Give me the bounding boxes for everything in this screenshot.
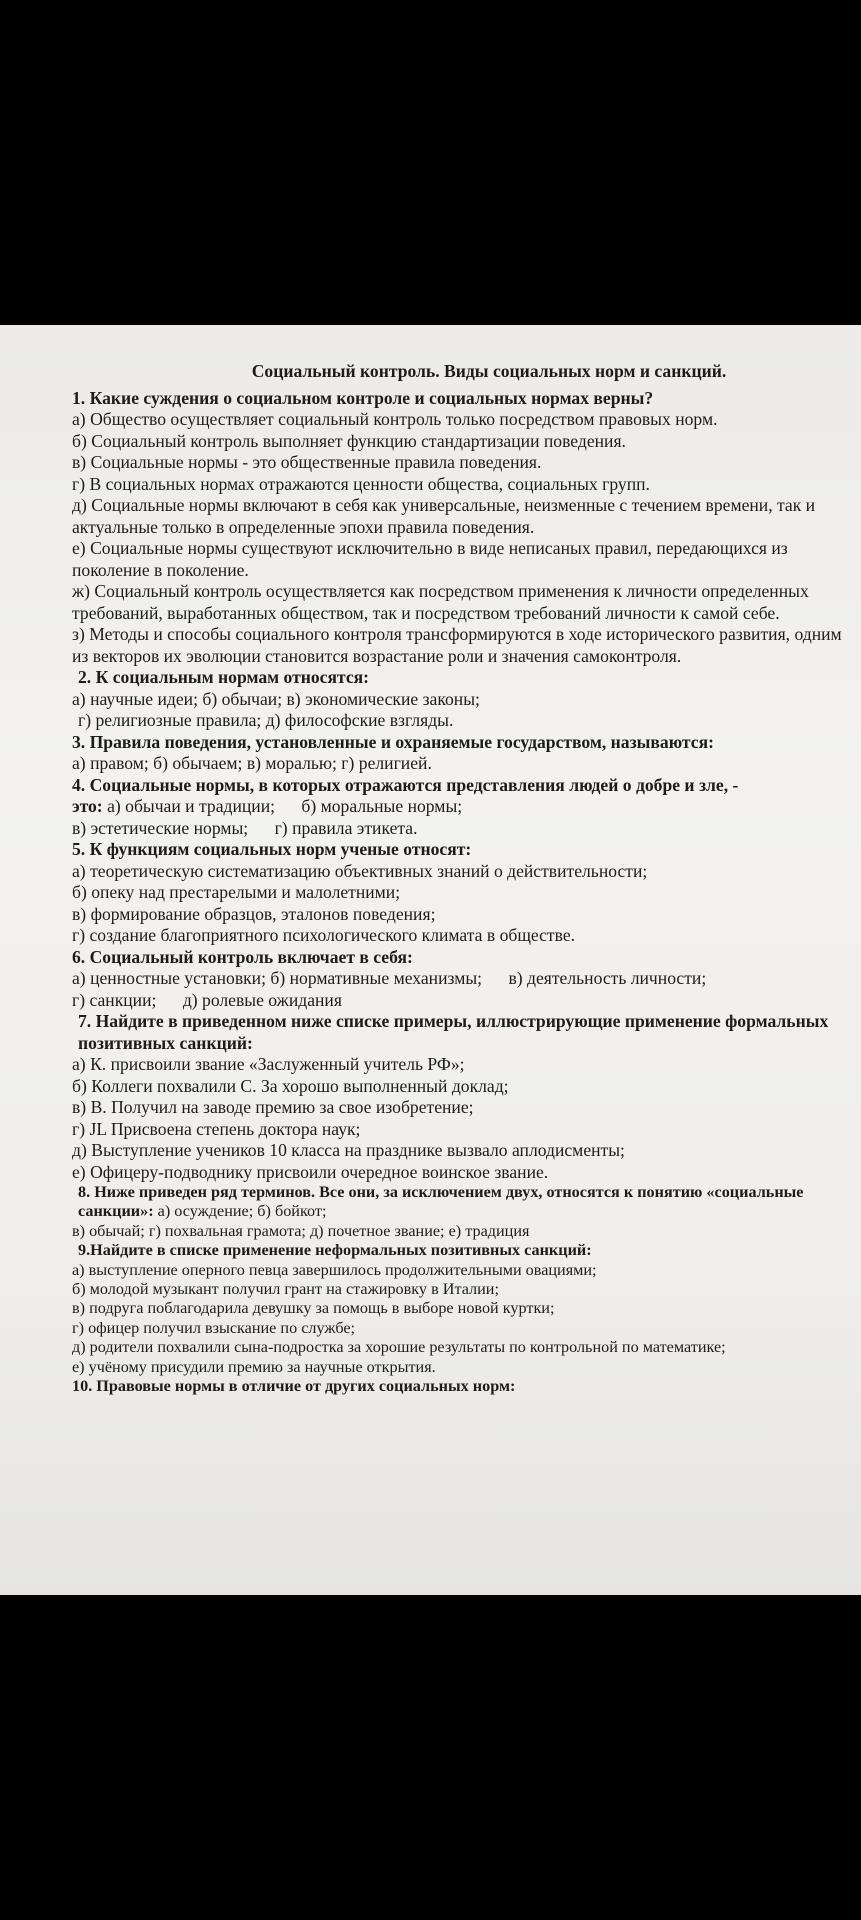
question-5	[72, 839, 842, 947]
option: в) подруга поблагодарила девушку за помощь в выборе новой куртки;	[72, 1299, 555, 1318]
option: г) JL Присвоена степень доктора наук;	[72, 1118, 361, 1139]
question-3	[72, 732, 842, 775]
document-page	[0, 325, 861, 1595]
question-1	[72, 388, 842, 668]
option: б) моральные нормы;	[301, 796, 463, 816]
option: б) нормативные механизмы;	[270, 968, 483, 988]
question-text-cont: это:	[72, 796, 103, 816]
question-10	[72, 1377, 842, 1396]
option: д) Социальные нормы включают в себя как универсальные, неизменные с течением времени, так и актуальные только в определенные эпохи правила поведения.	[72, 495, 816, 537]
option: б) Коллеги похвалили С. За хорошо выполненный доклад;	[72, 1075, 509, 1096]
option: з) Методы и способы социального контроля трансформируются в ходе исторического развития, одним из векторов их эволюции становится возрастание роли и значения самоконтроля.	[72, 624, 842, 666]
option: ж) Социальный контроль осуществляется как посредством применения к личности определенных требований, выработанных обществом, так и посредством требований личности к самой себе.	[72, 581, 809, 623]
option: а) ценностные установки;	[72, 968, 266, 988]
option: д) ролевые ожидания	[182, 989, 342, 1010]
question-text: 5. К функциям социальных норм ученые относят:	[72, 839, 472, 859]
question-9	[72, 1241, 842, 1377]
question-6	[72, 947, 842, 1012]
option: а) обычаи и традиции;	[107, 796, 276, 816]
option: г) правила этикета.	[274, 817, 418, 838]
question-text: 1. Какие суждения о социальном контроле и социальных нормах верны?	[72, 387, 654, 408]
question-text: 4. Социальные нормы, в которых отражаются представления людей о добре и зле, -	[72, 774, 739, 795]
option: а) осуждение; б) бойкот;	[157, 1202, 327, 1221]
option: в) эстетические нормы;	[72, 817, 249, 838]
option: в) Социальные нормы - это общественные правила поведения.	[72, 452, 542, 472]
page-title: Социальный контроль. Виды социальных норм и санкций.	[251, 361, 727, 381]
question-8	[72, 1183, 842, 1241]
option: г) санкции;	[72, 989, 157, 1010]
option: в) формирование образцов, эталонов поведения;	[72, 903, 436, 924]
question-text: 6. Социальный контроль включает в себя:	[72, 946, 413, 967]
option: г) создание благоприятного психологического климата в обществе.	[72, 925, 576, 945]
option: б) молодой музыкант получил грант на стажировку в Италии;	[72, 1280, 499, 1299]
option: в) В. Получил на заводе премию за свое изобретение;	[72, 1097, 474, 1117]
option: д) родители похвалили сына-подростка за хорошие результаты по контрольной по математике;	[72, 1338, 726, 1357]
document-content	[72, 361, 842, 1396]
option: д) Выступление учеников 10 класса на празднике вызвало аплодисменты;	[72, 1140, 625, 1160]
question-text: 8. Ниже приведен ряд терминов. Все они, за исключением двух, относятся к понятию «социальные санкции»:	[78, 1183, 804, 1221]
option: б) Социальный контроль выполняет функцию стандартизации поведения.	[72, 430, 626, 451]
option: в) деятельность личности;	[508, 968, 707, 988]
question-text: 7. Найдите в приведенном ниже списке примеры, иллюстрирующие применение формальных позитивных санкций:	[78, 1011, 829, 1053]
option: а) выступление оперного певца завершилось продолжительными овациями;	[72, 1260, 597, 1279]
question-text: 3. Правила поведения, установленные и охраняемые государством, называются:	[72, 731, 714, 752]
question-7	[72, 1011, 842, 1183]
question-2	[72, 667, 842, 732]
question-4	[72, 775, 842, 840]
option: а) научные идеи; б) обычаи; в) экономические законы;	[72, 688, 480, 709]
option: а) теоретическую систематизацию объективных знаний о действительности;	[72, 860, 648, 881]
option: г) В социальных нормах отражаются ценности общества, социальных групп.	[72, 473, 650, 494]
option: е) Офицеру-подводнику присвоили очередное воинское звание.	[72, 1161, 549, 1182]
question-text: 10. Правовые нормы в отличие от других социальных норм:	[72, 1377, 516, 1396]
option: е) учёному присудили премию за научные открытия.	[72, 1357, 436, 1376]
option: а) К. присвоили звание «Заслуженный учитель РФ»;	[72, 1054, 465, 1074]
question-text: 9.Найдите в списке применение неформальных позитивных санкций:	[78, 1241, 592, 1260]
question-text: 2. К социальным нормам относятся:	[78, 667, 370, 687]
option: г) офицер получил взыскание по службе;	[72, 1318, 356, 1337]
option: а) Общество осуществляет социальный контроль только посредством правовых норм.	[72, 409, 718, 429]
option: б) опеку над престарелыми и малолетними;	[72, 882, 401, 902]
option: е) Социальные нормы существуют исключительно в виде неписаных правил, передающихся из поколение в поколение.	[72, 538, 788, 580]
option: в) обычай; г) похвальная грамота; д) почетное звание; е) традиция	[72, 1221, 530, 1240]
option: а) правом; б) обычаем; в) моралью; г) религией.	[72, 753, 432, 773]
option: г) религиозные правила; д) философские взгляды.	[78, 710, 454, 730]
